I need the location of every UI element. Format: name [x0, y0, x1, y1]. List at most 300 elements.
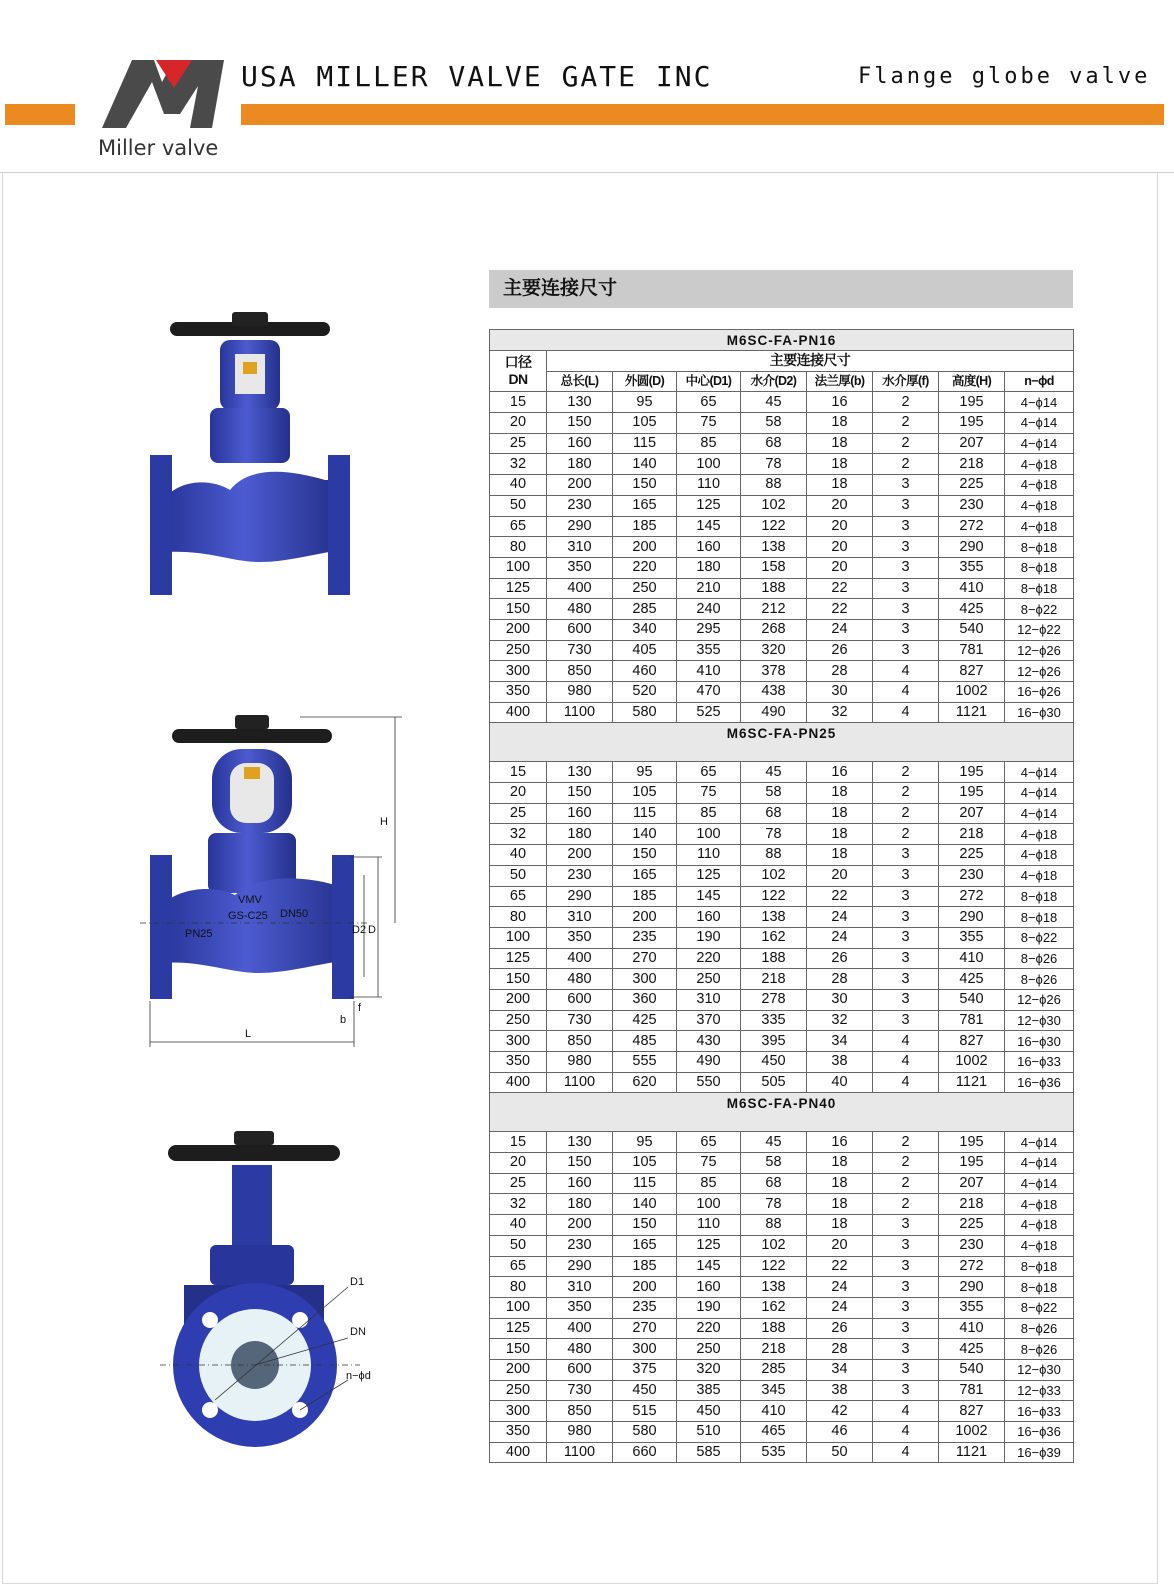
- table-cell: 3: [873, 1277, 939, 1298]
- table-cell: 68: [741, 433, 807, 454]
- dn-cell: 350: [490, 1422, 547, 1443]
- table-header-row-group: [490, 351, 1074, 372]
- dn-cell: 50: [490, 1235, 547, 1256]
- table-cell: 375: [613, 1359, 677, 1380]
- dim-l-label: L: [245, 1028, 252, 1040]
- dn-cell: 125: [490, 1318, 547, 1339]
- table-cell: 18: [807, 1173, 873, 1194]
- table-cell: 138: [741, 1277, 807, 1298]
- table-cell: 34: [807, 1359, 873, 1380]
- table-cell: 100: [677, 1194, 741, 1215]
- table-cell: 250: [613, 578, 677, 599]
- table-cell: 68: [741, 803, 807, 824]
- table-cell: 1002: [939, 682, 1005, 703]
- dn-cell: 65: [490, 886, 547, 907]
- table-cell: 207: [939, 803, 1005, 824]
- table-cell: 38: [807, 1380, 873, 1401]
- table-cell: 425: [939, 599, 1005, 620]
- dimensions-table: [489, 329, 1074, 1463]
- table-cell: 65: [677, 762, 741, 783]
- table-row: [490, 516, 1074, 537]
- dn-cell: 32: [490, 824, 547, 845]
- table-cell: 78: [741, 454, 807, 475]
- table-cell: 3: [873, 989, 939, 1010]
- table-cell: 75: [677, 413, 741, 434]
- table-cell: 8−ϕ26: [1005, 1339, 1074, 1360]
- series-title-row: [490, 1093, 1074, 1132]
- table-cell: 8−ϕ18: [1005, 1256, 1074, 1277]
- dn-cell: 40: [490, 1215, 547, 1236]
- table-row: [490, 1318, 1074, 1339]
- series-title: M6SC-FA-PN16: [490, 330, 1074, 351]
- table-cell: 75: [677, 783, 741, 804]
- table-cell: 18: [807, 1194, 873, 1215]
- table-cell: 78: [741, 1194, 807, 1215]
- table-row: [490, 886, 1074, 907]
- table-cell: 355: [939, 927, 1005, 948]
- dn-cell: 40: [490, 845, 547, 866]
- table-cell: 95: [613, 762, 677, 783]
- table-cell: 320: [741, 640, 807, 661]
- table-cell: 225: [939, 475, 1005, 496]
- table-cell: 272: [939, 886, 1005, 907]
- table-cell: 850: [547, 1401, 613, 1422]
- table-cell: 485: [613, 1031, 677, 1052]
- table-cell: 3: [873, 886, 939, 907]
- table-cell: 425: [939, 1339, 1005, 1360]
- dn-header: [490, 351, 547, 392]
- table-cell: 235: [613, 927, 677, 948]
- dn-cell: 25: [490, 803, 547, 824]
- table-cell: 4: [873, 1052, 939, 1073]
- table-cell: 4−ϕ18: [1005, 865, 1074, 886]
- table-row: [490, 454, 1074, 475]
- table-cell: 218: [741, 1339, 807, 1360]
- table-cell: 480: [547, 969, 613, 990]
- table-row: [490, 1277, 1074, 1298]
- table-cell: 470: [677, 682, 741, 703]
- table-cell: 3: [873, 557, 939, 578]
- table-cell: 600: [547, 619, 613, 640]
- table-cell: 18: [807, 413, 873, 434]
- table-cell: 290: [939, 1277, 1005, 1298]
- table-cell: 110: [677, 1215, 741, 1236]
- table-cell: 410: [741, 1401, 807, 1422]
- table-cell: 980: [547, 1422, 613, 1443]
- table-cell: 355: [939, 557, 1005, 578]
- table-row: [490, 1153, 1074, 1174]
- table-cell: 490: [741, 702, 807, 723]
- table-row: [490, 702, 1074, 723]
- table-row: [490, 682, 1074, 703]
- table-row: [490, 1401, 1074, 1422]
- table-cell: 4−ϕ14: [1005, 1173, 1074, 1194]
- dn-cell: 20: [490, 413, 547, 434]
- table-cell: 320: [677, 1359, 741, 1380]
- table-cell: 3: [873, 1318, 939, 1339]
- table-cell: 95: [613, 392, 677, 413]
- table-cell: 24: [807, 927, 873, 948]
- table-cell: 355: [677, 640, 741, 661]
- table-cell: 138: [741, 907, 807, 928]
- table-cell: 16−ϕ33: [1005, 1401, 1074, 1422]
- table-cell: 28: [807, 661, 873, 682]
- dn-cell: 400: [490, 1072, 547, 1093]
- product-name: Flange globe valve: [858, 64, 1151, 89]
- table-cell: 4−ϕ18: [1005, 824, 1074, 845]
- table-cell: 207: [939, 433, 1005, 454]
- table-cell: 230: [939, 495, 1005, 516]
- table-cell: 95: [613, 1132, 677, 1153]
- dim-d-label: D: [368, 924, 376, 936]
- dn-cell: 40: [490, 475, 547, 496]
- table-cell: 125: [677, 865, 741, 886]
- table-cell: 3: [873, 1359, 939, 1380]
- table-cell: 4−ϕ18: [1005, 516, 1074, 537]
- table-cell: 3: [873, 845, 939, 866]
- dn-cell: 200: [490, 989, 547, 1010]
- table-cell: 105: [613, 413, 677, 434]
- dn-cell: 300: [490, 1401, 547, 1422]
- table-row: [490, 845, 1074, 866]
- series-title: M6SC-FA-PN40: [490, 1093, 1074, 1132]
- dn-cell: 50: [490, 865, 547, 886]
- table-cell: 150: [547, 413, 613, 434]
- table-cell: 18: [807, 1215, 873, 1236]
- table-cell: 130: [547, 1132, 613, 1153]
- table-cell: 405: [613, 640, 677, 661]
- table-cell: 4−ϕ14: [1005, 1132, 1074, 1153]
- table-cell: 200: [547, 1215, 613, 1236]
- table-cell: 24: [807, 1277, 873, 1298]
- table-cell: 400: [547, 578, 613, 599]
- logo-caption: Miller valve: [98, 136, 219, 160]
- table-cell: 2: [873, 803, 939, 824]
- table-row: [490, 1235, 1074, 1256]
- table-cell: 165: [613, 495, 677, 516]
- table-row: [490, 907, 1074, 928]
- table-cell: 240: [677, 599, 741, 620]
- table-row: [490, 1422, 1074, 1443]
- table-row: [490, 1359, 1074, 1380]
- table-cell: 160: [677, 1277, 741, 1298]
- table-cell: 8−ϕ18: [1005, 557, 1074, 578]
- table-cell: 16: [807, 392, 873, 413]
- table-cell: 285: [613, 599, 677, 620]
- table-cell: 24: [807, 1297, 873, 1318]
- table-row: [490, 557, 1074, 578]
- table-cell: 360: [613, 989, 677, 1010]
- table-cell: 20: [807, 865, 873, 886]
- table-cell: 270: [613, 1318, 677, 1339]
- table-cell: 110: [677, 845, 741, 866]
- table-cell: 850: [547, 1031, 613, 1052]
- table-cell: 450: [741, 1052, 807, 1073]
- table-row: [490, 1132, 1074, 1153]
- table-cell: 230: [939, 865, 1005, 886]
- table-cell: 24: [807, 907, 873, 928]
- table-cell: 505: [741, 1072, 807, 1093]
- table-cell: 18: [807, 783, 873, 804]
- table-cell: 30: [807, 682, 873, 703]
- table-cell: 16−ϕ30: [1005, 1031, 1074, 1052]
- table-cell: 410: [939, 948, 1005, 969]
- table-cell: 145: [677, 1256, 741, 1277]
- table-cell: 207: [939, 1173, 1005, 1194]
- table-cell: 12−ϕ33: [1005, 1380, 1074, 1401]
- table-cell: 460: [613, 661, 677, 682]
- table-cell: 340: [613, 619, 677, 640]
- table-cell: 122: [741, 1256, 807, 1277]
- table-cell: 310: [547, 1277, 613, 1298]
- table-cell: 230: [547, 1235, 613, 1256]
- table-cell: 4−ϕ18: [1005, 495, 1074, 516]
- table-cell: 620: [613, 1072, 677, 1093]
- dn-cell: 100: [490, 1297, 547, 1318]
- table-cell: 145: [677, 516, 741, 537]
- table-row: [490, 948, 1074, 969]
- dn-cell: 25: [490, 433, 547, 454]
- table-cell: 130: [547, 392, 613, 413]
- table-cell: 16−ϕ33: [1005, 1052, 1074, 1073]
- table-cell: 3: [873, 578, 939, 599]
- table-cell: 270: [613, 948, 677, 969]
- table-cell: 200: [613, 1277, 677, 1298]
- table-cell: 16−ϕ36: [1005, 1422, 1074, 1443]
- table-cell: 410: [939, 1318, 1005, 1339]
- dim-b-label: b: [340, 1014, 347, 1026]
- table-cell: 4−ϕ18: [1005, 454, 1074, 475]
- table-row: [490, 433, 1074, 454]
- company-name: USA MILLER VALVE GATE INC: [241, 60, 713, 93]
- table-row: [490, 1031, 1074, 1052]
- table-cell: 122: [741, 886, 807, 907]
- table-cell: 200: [613, 537, 677, 558]
- table-cell: 400: [547, 948, 613, 969]
- table-cell: 58: [741, 783, 807, 804]
- dn-header-top: 口径: [504, 354, 532, 371]
- table-cell: 158: [741, 557, 807, 578]
- dn-cell: 200: [490, 1359, 547, 1380]
- table-cell: 218: [939, 454, 1005, 475]
- table-cell: 102: [741, 865, 807, 886]
- table-cell: 160: [677, 907, 741, 928]
- table-cell: 555: [613, 1052, 677, 1073]
- dn-cell: 350: [490, 1052, 547, 1073]
- table-cell: 125: [677, 495, 741, 516]
- table-cell: 34: [807, 1031, 873, 1052]
- table-cell: 32: [807, 1010, 873, 1031]
- table-cell: 22: [807, 578, 873, 599]
- table-row: [490, 762, 1074, 783]
- table-cell: 600: [547, 1359, 613, 1380]
- table-cell: 150: [547, 1153, 613, 1174]
- table-cell: 1100: [547, 702, 613, 723]
- dn-cell: 100: [490, 557, 547, 578]
- table-cell: 32: [807, 702, 873, 723]
- table-cell: 827: [939, 1401, 1005, 1422]
- table-cell: 4: [873, 1401, 939, 1422]
- table-cell: 38: [807, 1052, 873, 1073]
- table-cell: 400: [547, 1318, 613, 1339]
- table-cell: 1121: [939, 1072, 1005, 1093]
- table-cell: 102: [741, 495, 807, 516]
- table-cell: 88: [741, 845, 807, 866]
- table-cell: 425: [613, 1010, 677, 1031]
- table-cell: 28: [807, 1339, 873, 1360]
- table-cell: 730: [547, 640, 613, 661]
- dn-cell: 80: [490, 1277, 547, 1298]
- table-cell: 100: [677, 824, 741, 845]
- table-cell: 22: [807, 886, 873, 907]
- table-cell: 290: [547, 886, 613, 907]
- table-cell: 3: [873, 969, 939, 990]
- table-cell: 212: [741, 599, 807, 620]
- table-cell: 220: [613, 557, 677, 578]
- table-cell: 138: [741, 537, 807, 558]
- table-cell: 370: [677, 1010, 741, 1031]
- table-cell: 250: [677, 1339, 741, 1360]
- table-cell: 3: [873, 1215, 939, 1236]
- dn-cell: 250: [490, 640, 547, 661]
- table-cell: 480: [547, 599, 613, 620]
- table-cell: 290: [939, 537, 1005, 558]
- table-cell: 16−ϕ36: [1005, 1072, 1074, 1093]
- table-cell: 190: [677, 927, 741, 948]
- table-cell: 188: [741, 948, 807, 969]
- table-cell: 3: [873, 1339, 939, 1360]
- table-cell: 4−ϕ18: [1005, 845, 1074, 866]
- table-cell: 378: [741, 661, 807, 682]
- table-cell: 115: [613, 433, 677, 454]
- table-cell: 40: [807, 1072, 873, 1093]
- table-row: [490, 599, 1074, 620]
- table-cell: 88: [741, 1215, 807, 1236]
- table-cell: 140: [613, 454, 677, 475]
- table-cell: 24: [807, 619, 873, 640]
- table-cell: 140: [613, 824, 677, 845]
- group-header: 主要连接尺寸: [547, 351, 1074, 372]
- table-cell: 16−ϕ39: [1005, 1442, 1074, 1463]
- dn-cell: 15: [490, 392, 547, 413]
- table-cell: 16−ϕ26: [1005, 682, 1074, 703]
- table-row: [490, 1052, 1074, 1073]
- table-cell: 26: [807, 640, 873, 661]
- table-cell: 580: [613, 702, 677, 723]
- table-cell: 20: [807, 557, 873, 578]
- table-row: [490, 927, 1074, 948]
- table-cell: 195: [939, 783, 1005, 804]
- table-cell: 195: [939, 1132, 1005, 1153]
- table-cell: 8−ϕ18: [1005, 537, 1074, 558]
- table-cell: 162: [741, 1297, 807, 1318]
- table-cell: 3: [873, 907, 939, 928]
- table-cell: 1100: [547, 1442, 613, 1463]
- table-cell: 102: [741, 1235, 807, 1256]
- table-row: [490, 865, 1074, 886]
- table-row: [490, 537, 1074, 558]
- accent-bar-left: [5, 104, 75, 125]
- table-cell: 105: [613, 1153, 677, 1174]
- table-cell: 2: [873, 1194, 939, 1215]
- table-cell: 268: [741, 619, 807, 640]
- dn-cell: 125: [490, 578, 547, 599]
- column-header: 水介厚(f): [873, 371, 939, 392]
- table-row: [490, 1339, 1074, 1360]
- table-cell: 450: [677, 1401, 741, 1422]
- table-cell: 210: [677, 578, 741, 599]
- table-row: [490, 1010, 1074, 1031]
- table-cell: 115: [613, 803, 677, 824]
- table-cell: 26: [807, 948, 873, 969]
- table-cell: 8−ϕ18: [1005, 1277, 1074, 1298]
- table-cell: 4−ϕ14: [1005, 413, 1074, 434]
- table-cell: 30: [807, 989, 873, 1010]
- table-cell: 78: [741, 824, 807, 845]
- dn-cell: 125: [490, 948, 547, 969]
- table-cell: 272: [939, 1256, 1005, 1277]
- table-cell: 4−ϕ14: [1005, 762, 1074, 783]
- table-cell: 22: [807, 1256, 873, 1277]
- table-cell: 16: [807, 1132, 873, 1153]
- table-cell: 42: [807, 1401, 873, 1422]
- table-cell: 335: [741, 1010, 807, 1031]
- table-cell: 1121: [939, 702, 1005, 723]
- table-cell: 45: [741, 1132, 807, 1153]
- table-row: [490, 392, 1074, 413]
- table-cell: 190: [677, 1297, 741, 1318]
- table-cell: 58: [741, 1153, 807, 1174]
- table-cell: 45: [741, 762, 807, 783]
- body-mark-dn: DN50: [280, 908, 309, 920]
- table-cell: 18: [807, 475, 873, 496]
- table-cell: 2: [873, 454, 939, 475]
- table-cell: 3: [873, 1380, 939, 1401]
- table-row: [490, 475, 1074, 496]
- table-cell: 8−ϕ26: [1005, 948, 1074, 969]
- globe-valve-side-view: [140, 300, 370, 610]
- table-cell: 18: [807, 1153, 873, 1174]
- table-cell: 12−ϕ26: [1005, 661, 1074, 682]
- table-row: [490, 413, 1074, 434]
- column-header: 外圆(D): [613, 371, 677, 392]
- dn-cell: 80: [490, 537, 547, 558]
- table-cell: 12−ϕ26: [1005, 989, 1074, 1010]
- table-cell: 1100: [547, 1072, 613, 1093]
- table-row: [490, 661, 1074, 682]
- dn-cell: 100: [490, 927, 547, 948]
- table-cell: 150: [613, 475, 677, 496]
- dn-cell: 25: [490, 1173, 547, 1194]
- table-row: [490, 989, 1074, 1010]
- table-cell: 125: [677, 1235, 741, 1256]
- table-cell: 2: [873, 1173, 939, 1194]
- table-cell: 200: [547, 845, 613, 866]
- table-cell: 3: [873, 537, 939, 558]
- dn-cell: 150: [490, 599, 547, 620]
- dn-cell: 250: [490, 1380, 547, 1401]
- table-cell: 4: [873, 1442, 939, 1463]
- table-cell: 185: [613, 886, 677, 907]
- table-cell: 85: [677, 803, 741, 824]
- table-cell: 100: [677, 454, 741, 475]
- table-row: [490, 1194, 1074, 1215]
- table-cell: 4−ϕ18: [1005, 475, 1074, 496]
- accent-bar-right: [241, 104, 1164, 125]
- table-cell: 28: [807, 969, 873, 990]
- table-cell: 195: [939, 392, 1005, 413]
- table-cell: 12−ϕ22: [1005, 619, 1074, 640]
